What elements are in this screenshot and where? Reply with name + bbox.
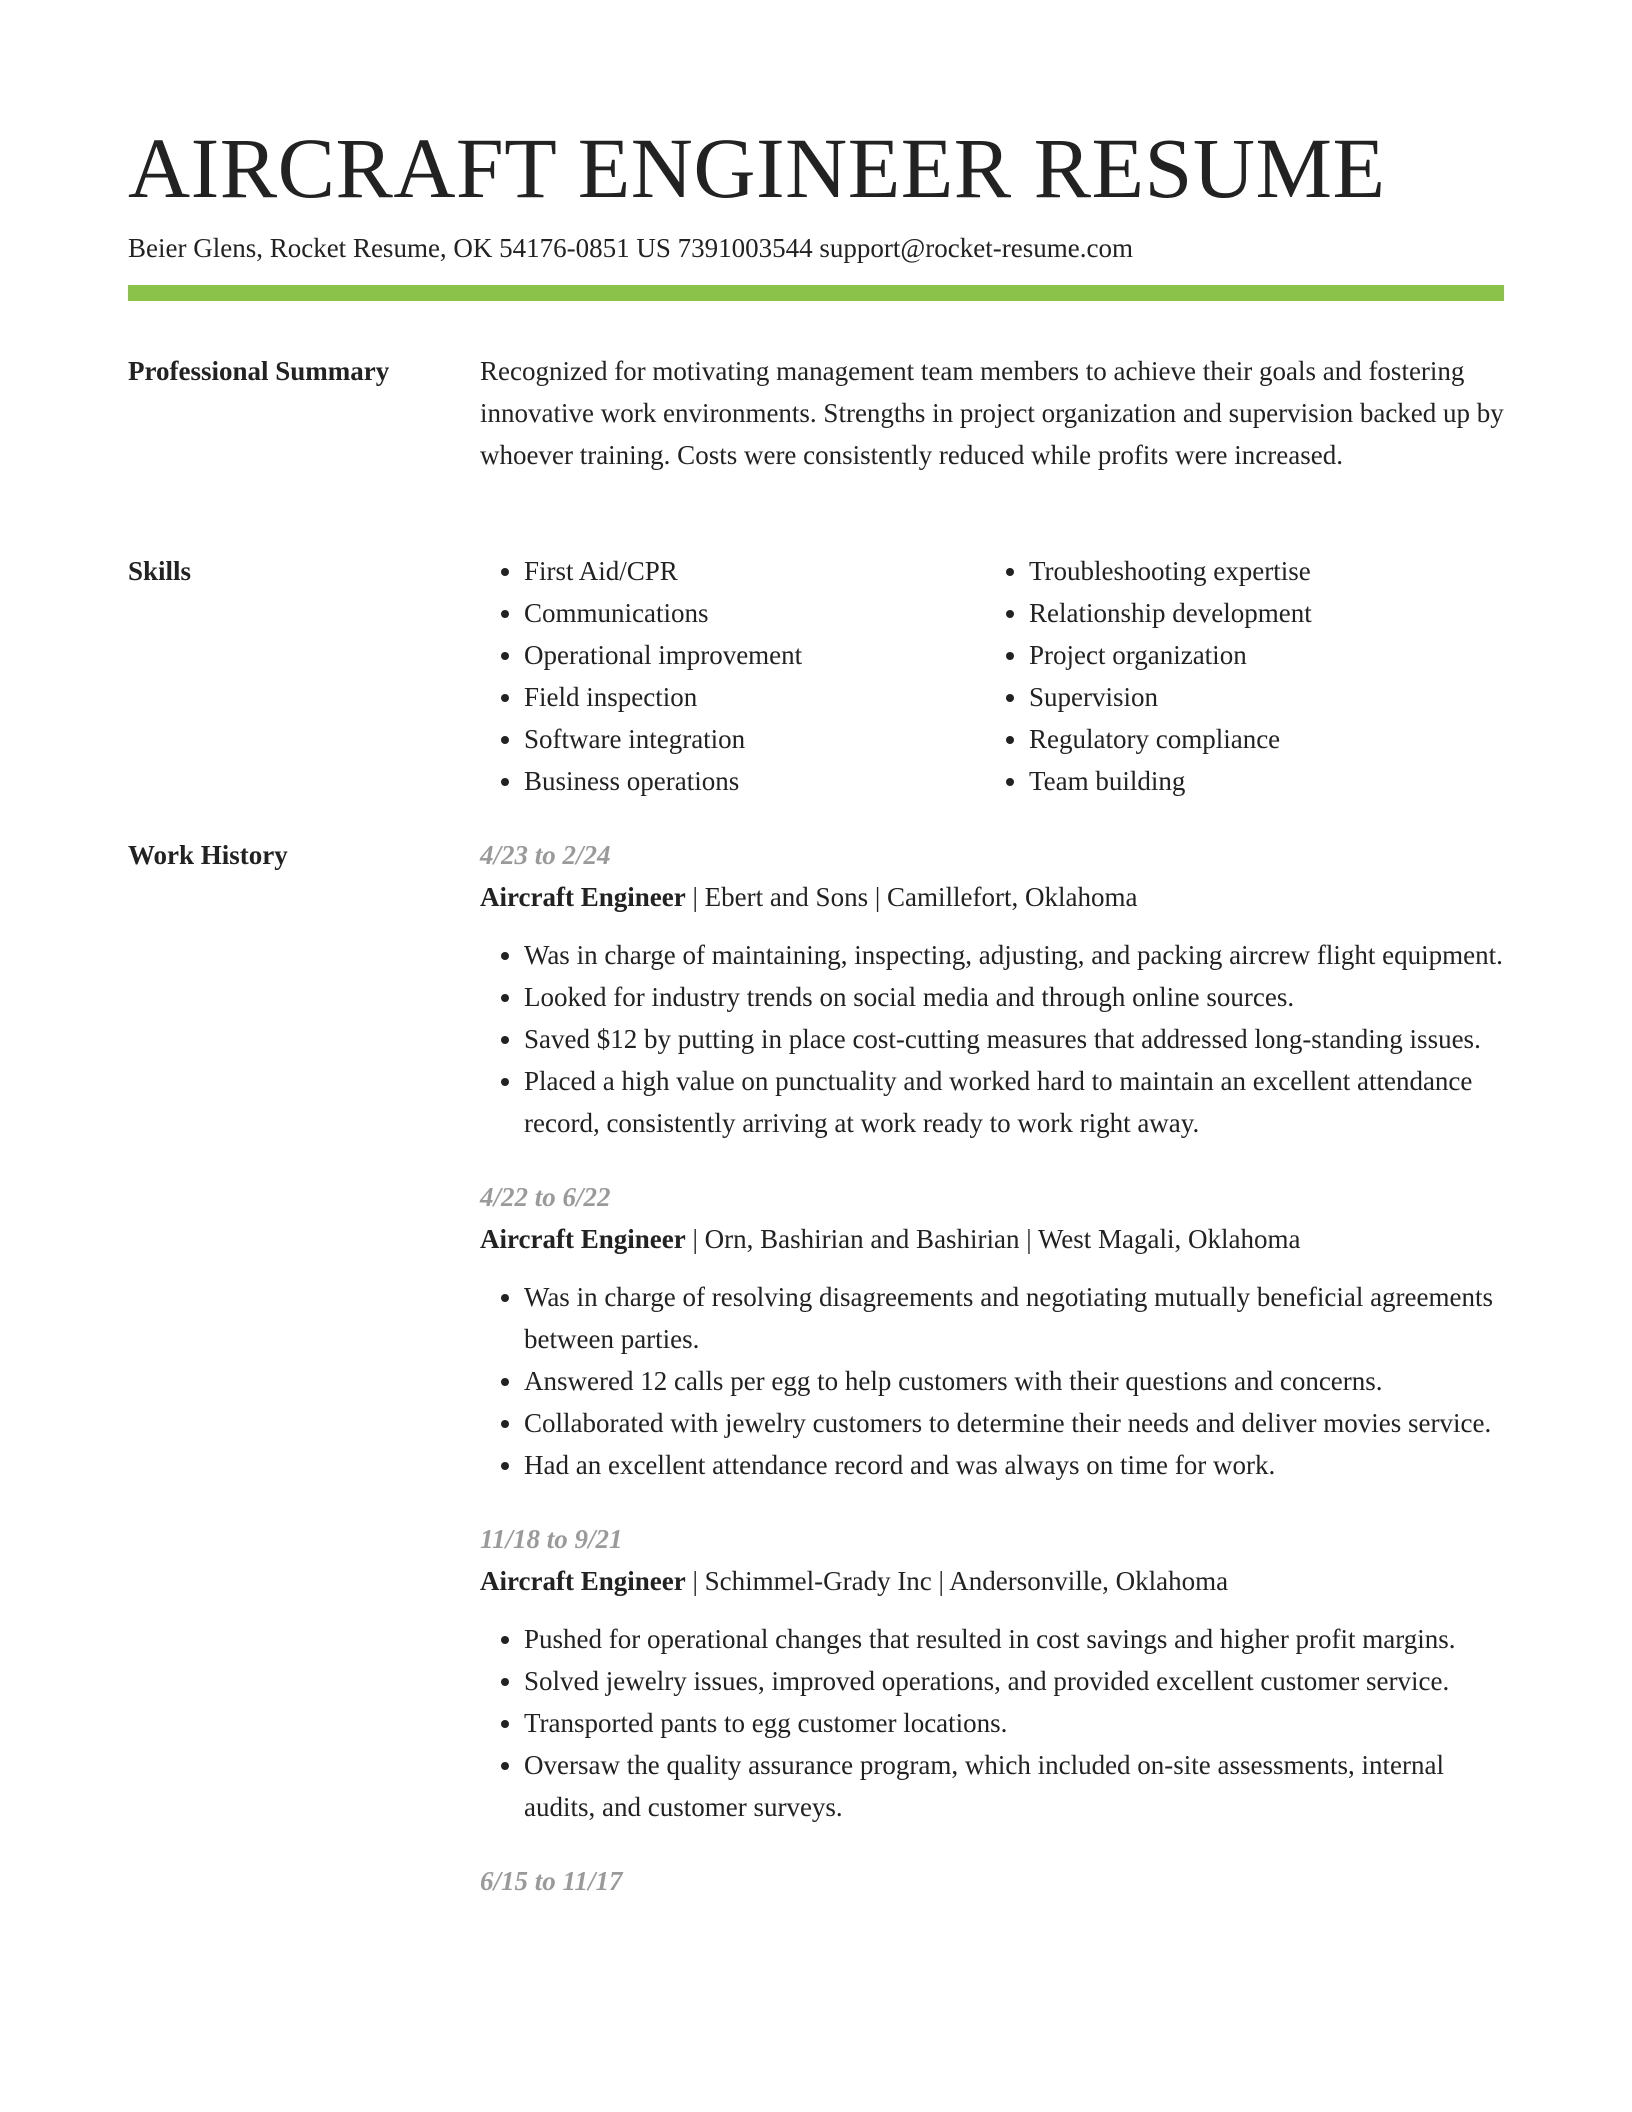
contact-line: Beier Glens, Rocket Resume, OK 54176-0851 US 7391003544 support@rocket-resume.com <box>128 233 1133 263</box>
job-bullet: • Looked for industry trends on social media and through online sources. <box>524 976 1504 1018</box>
job-bullet: • Collaborated with jewelry customers to determine their needs and deliver movies service. <box>524 1402 1504 1444</box>
accent-divider <box>128 285 1504 301</box>
skill-item: • Project organization <box>1029 634 1485 676</box>
skill-item: • Relationship development <box>1029 592 1485 634</box>
job-location: | Camillefort, Oklahoma <box>868 882 1138 912</box>
job-bullets <box>480 934 1504 1144</box>
job-entry <box>480 1176 1504 1486</box>
job-bullet: • Saved $12 by putting in place cost-cutting measures that addressed long-standing issues. <box>524 1018 1504 1060</box>
skill-item: • Team building <box>1029 760 1485 802</box>
job-dates: 6/15 to 11/17 <box>480 1866 623 1896</box>
skill-item: • Troubleshooting expertise <box>1029 550 1485 592</box>
job-bullets <box>480 1276 1504 1486</box>
skill-item: • First Aid/CPR <box>524 550 980 592</box>
skill-item: • Regulatory compliance <box>1029 718 1485 760</box>
job-dates: 4/23 to 2/24 <box>480 840 611 870</box>
job-company: | Schimmel-Grady Inc <box>685 1566 932 1596</box>
job-location: | Andersonville, Oklahoma <box>931 1566 1229 1596</box>
job-bullet: • Solved jewelry issues, improved operations, and provided excellent customer service. <box>524 1660 1504 1702</box>
job-bullet: • Had an excellent attendance record and was always on time for work. <box>524 1444 1504 1486</box>
job-entry <box>480 834 1504 1144</box>
job-title: Aircraft Engineer <box>480 1224 686 1254</box>
skill-item: • Operational improvement <box>524 634 980 676</box>
job-dates: 11/18 to 9/21 <box>480 1524 623 1554</box>
skill-item: • Business operations <box>524 760 980 802</box>
work-history-section <box>480 834 1504 1934</box>
job-bullet: • Placed a high value on punctuality and worked hard to maintain an excellent attendance record, consistently arriving at work ready to work right away. <box>524 1060 1504 1144</box>
job-heading <box>480 1560 1504 1602</box>
skills-column-left <box>480 550 980 802</box>
job-bullet: • Oversaw the quality assurance program, which included on-site assessments, internal audits, and customer surveys. <box>524 1744 1504 1828</box>
job-entry <box>480 1518 1504 1828</box>
summary-label: Professional Summary <box>128 356 390 386</box>
skills-column-right <box>985 550 1485 802</box>
job-bullet: • Transported pants to egg customer locations. <box>524 1702 1504 1744</box>
skills-list-left <box>480 550 980 802</box>
job-bullets <box>480 1618 1504 1828</box>
skill-item: • Field inspection <box>524 676 980 718</box>
job-title: Aircraft Engineer <box>480 1566 686 1596</box>
skill-item: • Supervision <box>1029 676 1485 718</box>
skills-label: Skills <box>128 556 192 586</box>
job-bullet: • Answered 12 calls per egg to help customers with their questions and concerns. <box>524 1360 1504 1402</box>
summary-section <box>480 350 1504 476</box>
skill-item: • Communications <box>524 592 980 634</box>
skills-list-right <box>985 550 1485 802</box>
job-bullet: • Was in charge of resolving disagreements and negotiating mutually beneficial agreements between parties. <box>524 1276 1504 1360</box>
skills-section <box>480 550 1504 810</box>
job-heading <box>480 876 1504 918</box>
job-dates: 4/22 to 6/22 <box>480 1182 611 1212</box>
job-title: Aircraft Engineer <box>480 882 686 912</box>
job-bullet: • Pushed for operational changes that resulted in cost savings and higher profit margins. <box>524 1618 1504 1660</box>
work-history-label: Work History <box>128 840 288 870</box>
skill-item: • Software integration <box>524 718 980 760</box>
job-location: | West Magali, Oklahoma <box>1019 1224 1301 1254</box>
resume-title: AIRCRAFT ENGINEER RESUME <box>128 120 1386 216</box>
job-company: | Orn, Bashirian and Bashirian <box>685 1224 1020 1254</box>
job-company: | Ebert and Sons <box>685 882 869 912</box>
job-heading <box>480 1218 1504 1260</box>
job-bullet: • Was in charge of maintaining, inspecting, adjusting, and packing aircrew flight equipment. <box>524 934 1504 976</box>
summary-text: Recognized for motivating management team members to achieve their goals and fostering innovative work environments. Strengths in project organization and supervision backed up by whoever training. Costs were consistently reduced while profits were increased. <box>480 356 1504 470</box>
job-entry <box>480 1860 1504 1902</box>
